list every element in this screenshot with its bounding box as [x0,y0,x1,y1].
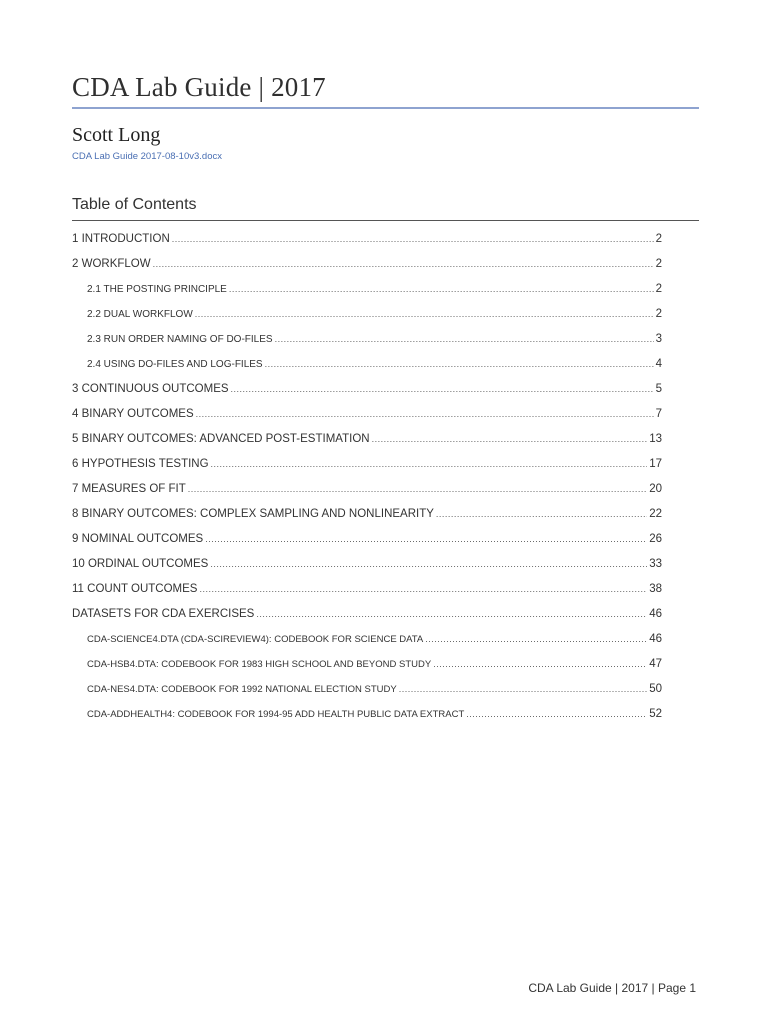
toc-entry-label: 6 HYPOTHESIS TESTING [72,458,209,470]
toc-leader-dots [231,384,654,394]
toc-entry-page: 2 [655,308,662,320]
toc-entry-page: 20 [649,483,662,495]
toc-entry-label: 8 BINARY OUTCOMES: COMPLEX SAMPLING AND NONLINEARITY [72,508,434,520]
toc-leader-dots [205,534,647,544]
toc-leader-dots [229,284,654,294]
toc-entry-page: 2 [655,233,662,245]
toc-entry-page: 26 [649,533,662,545]
toc-leader-dots [195,309,654,319]
toc-entry-label: 4 BINARY OUTCOMES [72,408,194,420]
toc-entry[interactable] [72,433,662,458]
toc-entry-page: 3 [655,333,662,345]
toc-entry[interactable] [72,708,662,733]
toc-entry[interactable] [72,283,662,308]
author-name: Scott Long [72,124,161,146]
toc-entry-page: 52 [649,708,662,720]
toc-leader-dots [275,334,654,344]
toc-entry-page: 47 [649,658,662,670]
toc-entry-page: 50 [649,683,662,695]
toc-heading: Table of Contents [72,196,197,213]
page-footer: CDA Lab Guide | 2017 | Page 1 [528,981,696,995]
toc-entry-page: 17 [649,458,662,470]
toc-entry-label: CDA-ADDHEALTH4: CODEBOOK FOR 1994-95 ADD HEALTH PUBLIC DATA EXTRACT [87,709,465,720]
toc-leader-dots [196,409,654,419]
toc-entry-page: 4 [655,358,662,370]
toc-entry-label: 5 BINARY OUTCOMES: ADVANCED POST-ESTIMATION [72,433,370,445]
toc-entry-page: 33 [649,558,662,570]
toc-entry-page: 38 [649,583,662,595]
toc-underline [72,220,699,221]
toc-leader-dots [265,359,654,369]
toc-entry-label: 3 CONTINUOUS OUTCOMES [72,383,229,395]
toc-entry[interactable] [72,308,662,333]
toc-entry-label: 2.4 USING DO-FILES AND LOG-FILES [87,359,263,370]
toc-entry-label: 2.2 DUAL WORKFLOW [87,309,193,320]
toc-entry[interactable] [72,633,662,658]
toc-entry[interactable] [72,608,662,633]
toc-entry-label: 11 COUNT OUTCOMES [72,583,198,595]
toc-entry-label: 10 ORDINAL OUTCOMES [72,558,209,570]
file-name: CDA Lab Guide 2017-08-10v3.docx [72,151,222,162]
toc-entry-label: CDA-SCIENCE4.DTA (CDA-SCIREVIEW4): CODEBOOK FOR SCIENCE DATA [87,634,424,645]
toc-entry-page: 2 [655,258,662,270]
toc-entry-label: 2 WORKFLOW [72,258,151,270]
toc-entry[interactable] [72,233,662,258]
toc-entry[interactable] [72,408,662,433]
toc-entry-label: 2.1 THE POSTING PRINCIPLE [87,284,227,295]
toc-entry-page: 46 [649,608,662,620]
toc-entry[interactable] [72,558,662,583]
toc-leader-dots [188,484,647,494]
toc-leader-dots [153,259,654,269]
toc-entry[interactable] [72,383,662,408]
toc-entry-page: 13 [649,433,662,445]
table-of-contents [72,233,662,733]
toc-entry-page: 5 [655,383,662,395]
toc-entry-page: 2 [655,283,662,295]
toc-entry[interactable] [72,358,662,383]
toc-leader-dots [433,659,647,669]
toc-entry[interactable] [72,658,662,683]
toc-entry-label: CDA-HSB4.DTA: CODEBOOK FOR 1983 HIGH SCHOOL AND BEYOND STUDY [87,659,432,670]
toc-leader-dots [211,459,648,469]
title-underline [72,107,699,109]
toc-leader-dots [372,434,648,444]
toc-entry-label: DATASETS FOR CDA EXERCISES [72,608,255,620]
toc-leader-dots [466,709,647,719]
toc-entry-page: 7 [655,408,662,420]
toc-leader-dots [436,509,647,519]
toc-entry[interactable] [72,583,662,608]
toc-entry-label: 7 MEASURES OF FIT [72,483,186,495]
toc-leader-dots [172,234,654,244]
toc-entry-page: 46 [649,633,662,645]
toc-leader-dots [256,609,647,619]
toc-leader-dots [210,559,647,569]
document-title: CDA Lab Guide | 2017 [72,72,326,102]
toc-entry[interactable] [72,508,662,533]
toc-leader-dots [425,634,647,644]
toc-leader-dots [399,684,648,694]
toc-entry-label: 2.3 RUN ORDER NAMING OF DO-FILES [87,334,273,345]
toc-entry-label: 1 INTRODUCTION [72,233,170,245]
toc-leader-dots [199,584,647,594]
toc-entry[interactable] [72,533,662,558]
toc-entry[interactable] [72,258,662,283]
toc-entry-page: 22 [649,508,662,520]
toc-entry[interactable] [72,333,662,358]
toc-entry-label: 9 NOMINAL OUTCOMES [72,533,204,545]
toc-entry-label: CDA-NES4.DTA: CODEBOOK FOR 1992 NATIONAL ELECTION STUDY [87,684,397,695]
toc-entry[interactable] [72,458,662,483]
toc-entry[interactable] [72,483,662,508]
toc-entry[interactable] [72,683,662,708]
